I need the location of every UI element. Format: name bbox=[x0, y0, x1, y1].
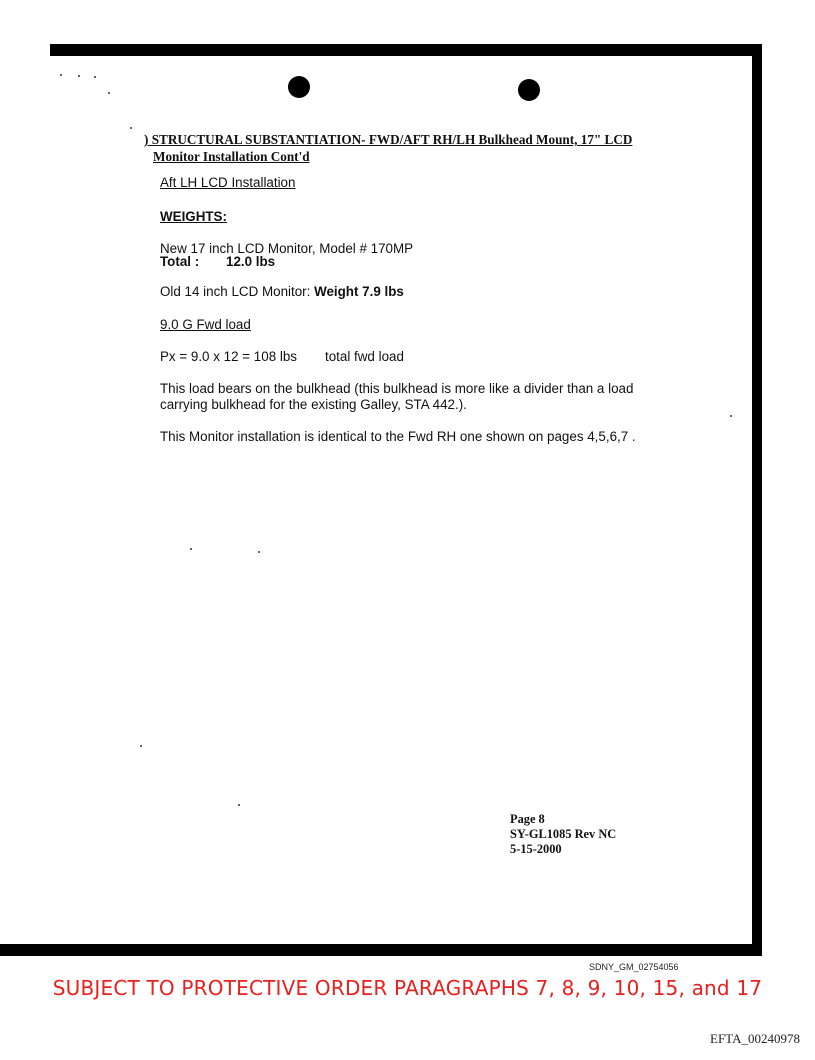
scan-speck bbox=[190, 548, 192, 550]
scan-speck bbox=[238, 804, 240, 806]
footer-document-id: SY-GL1085 Rev NC bbox=[510, 827, 617, 841]
load-formula: Px = 9.0 x 12 = 108 lbs bbox=[160, 349, 297, 364]
scan-speck bbox=[258, 551, 260, 553]
paragraph-2: This Monitor installation is identical to the Fwd RH one shown on pages 4,5,6,7 . bbox=[160, 429, 636, 444]
bates-number: SDNY_GM_02754056 bbox=[589, 962, 679, 972]
weights-label: WEIGHTS: bbox=[160, 209, 227, 224]
scan-speck bbox=[94, 76, 96, 78]
load-title: 9.0 G Fwd load bbox=[160, 317, 251, 332]
new-monitor-total-value: 12.0 lbs bbox=[226, 254, 276, 269]
scan-speck bbox=[130, 127, 132, 129]
efta-number: EFTA_00240978 bbox=[710, 1031, 800, 1046]
section-heading-line2: Monitor Installation Cont'd bbox=[153, 149, 310, 164]
old-monitor-text: Old 14 inch LCD Monitor: bbox=[160, 284, 315, 299]
paragraph-1-line-2: carrying bulkhead for the existing Galley, STA 442.). bbox=[160, 397, 467, 412]
page-footer bbox=[510, 812, 616, 857]
new-monitor-total-label: Total : bbox=[160, 254, 200, 269]
scan-border-top bbox=[50, 44, 762, 56]
scan-border-bottom bbox=[0, 944, 762, 956]
new-monitor-text: New 17 inch LCD Monitor, Model # 170MP bbox=[160, 241, 414, 256]
load-note: total fwd load bbox=[325, 349, 404, 364]
section-heading bbox=[144, 131, 744, 165]
scan-speck bbox=[108, 92, 110, 94]
scan-speck bbox=[78, 75, 80, 77]
section-title: Aft LH LCD Installation bbox=[160, 175, 296, 190]
footer-date: 5-15-2000 bbox=[510, 842, 562, 856]
protective-order-notice: SUBJECT TO PROTECTIVE ORDER PARAGRAPHS 7, 8, 9, 10, 15, and 17 bbox=[52, 976, 763, 1000]
scan-speck bbox=[140, 745, 142, 747]
punch-hole-left bbox=[288, 76, 310, 98]
scan-speck bbox=[730, 415, 732, 417]
old-monitor-line bbox=[160, 283, 404, 300]
paragraph-1-line-1: This load bears on the bulkhead (this bulkhead is more like a divider than a load bbox=[160, 381, 634, 396]
scan-border-right bbox=[752, 44, 762, 956]
punch-hole-right bbox=[518, 79, 540, 101]
footer-page-number: Page 8 bbox=[510, 812, 545, 826]
section-heading-line1: ) STRUCTURAL SUBSTANTIATION- FWD/AFT RH/LH Bulkhead Mount, 17" LCD bbox=[144, 132, 633, 147]
scan-speck bbox=[60, 74, 62, 76]
old-monitor-weight: Weight 7.9 lbs bbox=[314, 284, 404, 299]
